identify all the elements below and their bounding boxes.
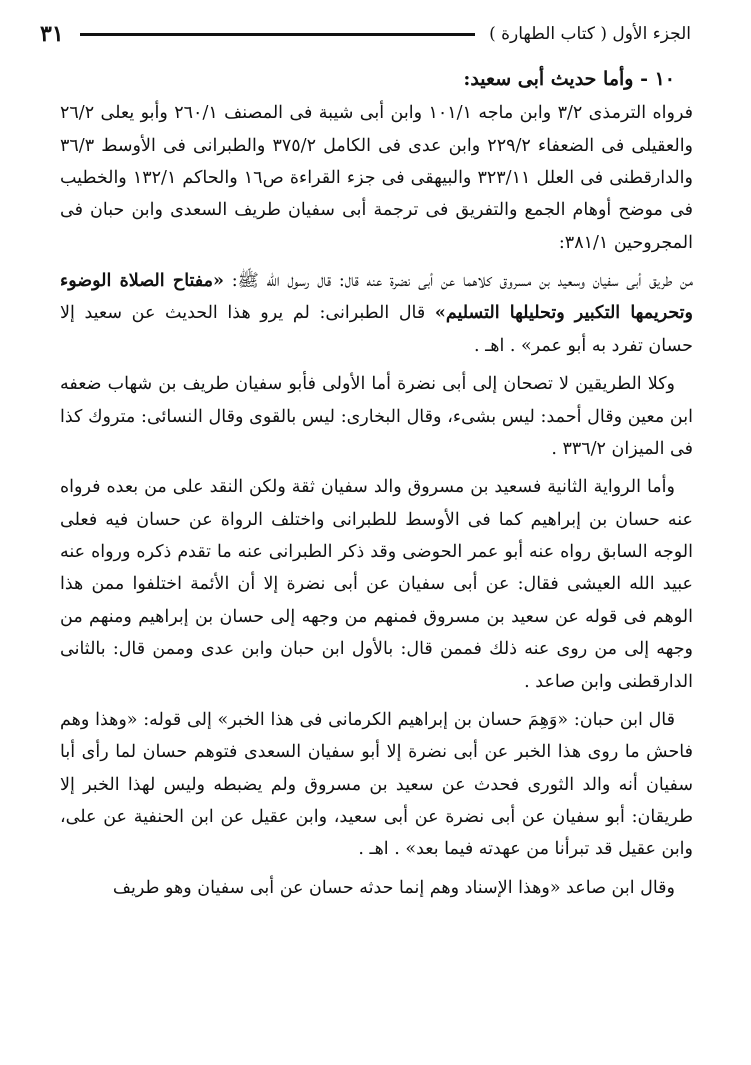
hadith-intro: من طريق أبى سفيان وسعيد بن مسروق كلاهما عن أبى نضرة عنه قال: قال رسول الله ﷺ:: [223, 271, 694, 292]
section-heading: ١٠ - وأما حديث أبى سعيد:: [463, 68, 675, 90]
hadith-comment: قال الطبرانى: لم يرو هذا الحديث عن سعيد إلا حسان تفرد به أبو عمر» . اهـ .: [60, 303, 693, 356]
paragraph-ibn-hibban: قال ابن حبان: «وَهِمَ حسان بن إبراهيم الكرمانى فى هذا الخبر» إلى قوله: «وهذا وهم فاحش ما روى هذا الخبر عن أبى نضرة إلا أبو سفيان السعدى فتوهم حسان لما رأى أبا سفيان أنه والد الثورى فحدث عن سعيد بن مسروق ولم يضبطه وليس لهذا الخبر إلا طريقان: أبو سفيان عن أبى نضرة عن أبى سعيد، وابن عقيل عن ابن الحنفية عن على، وابن عقيل قد تبرأنا من عهدته فيما بعد» . اهـ .: [60, 709, 693, 860]
hadith-text: «مفتاح الصلاة الوضوء وتحريمها التكبير وتحليلها التسليم»: [60, 271, 693, 324]
paragraph-ibn-saed: وقال ابن صاعد «وهذا الإسناد وهم إنما حدثه حسان عن أبى سفيان وهو طريف: [112, 877, 675, 898]
running-header: [40, 16, 691, 52]
page-number: ٣١: [40, 21, 64, 47]
paragraph-second-route: وأما الرواية الثانية فسعيد بن مسروق والد سفيان ثقة ولكن النقد على من بعده فرواه عنه حسان بن إبراهيم كما فى الأوسط للطبرانى واختلف الرواة عن حسان فيه فعلى الوجه السابق رواه عنه أبو عمر الحوضى وقد ذكر الطبرانى عنه ما تقدم ذكره ورواه عنه عبيد الله العيشى فقال: عن أبى سفيان عن أبى نضرة إلا أن الأئمة اختلفوا ممن هذا الوهم فى قوله عن سعيد بن مسروق فمنهم من وجهه إلى حسان بن إبراهيم ومنهم من وجهه إلى من روى عنه ذلك فممن قال: بالأول ابن حبان وابن عدى وممن قال: بالثانى الدارقطنى وابن صاعد .: [60, 477, 693, 692]
header-rule: [80, 33, 475, 36]
paragraph-sources: فرواه الترمذى ٣/٢ وابن ماجه ١٠١/١ وابن أبى شيبة فى المصنف ٢٦٠/١ وأبو يعلى ٢٦/٢ والعقيلى فى الضعفاء ٢٢٩/٢ وابن عدى فى الكامل ٣٧٥/٢ والطبرانى فى الأوسط ٣٦/٣ والدارقطنى فى العلل ٣٢٣/١١ والبيهقى فى جزء القراءة ص١٦ والحاكم ١٣٢/١ والخطيب فى موضح أوهام الجمع والتفريق فى ترجمة أبى سفيان طريف السعدى وابن حبان فى المجروحين ٣٨١/١:: [60, 103, 694, 253]
paragraph-hadith: [60, 265, 693, 362]
header-title: الجزء الأول ( كتاب الطهارة ): [489, 24, 691, 44]
page-body: [60, 62, 693, 910]
paragraph-first-route: وكلا الطريقين لا تصحان إلى أبى نضرة أما الأولى فأبو سفيان طريف بن شهاب ضعفه ابن معين وقال أحمد: ليس بشىء، وقال البخارى: ليس بالقوى وقال النسائى: متروك كذا فى الميزان ٣٣٦/٢ .: [60, 374, 693, 459]
